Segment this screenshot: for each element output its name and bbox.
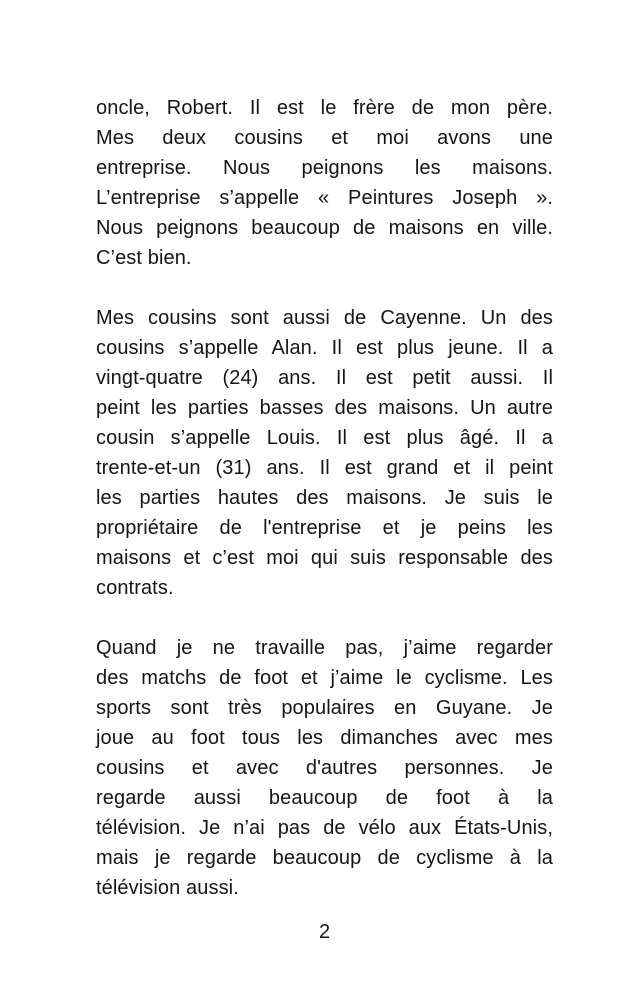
text-line: télévision. Je n’ai pas de vélo aux États-Unis, (96, 817, 553, 839)
text-line: mais je regarde beaucoup de cyclisme à la (96, 847, 553, 869)
text-line: cousins et avec d'autres personnes. Je (96, 757, 553, 779)
text-line: télévision aussi. (96, 877, 239, 899)
text-line: Mes cousins sont aussi de Cayenne. Un des (96, 307, 553, 329)
text-line: des matchs de foot et j’aime le cyclisme. Les (96, 667, 553, 689)
text-line: maisons et c’est moi qui suis responsable des (96, 547, 553, 569)
text-line: cousin s’appelle Louis. Il est plus âgé. Il a (96, 427, 553, 449)
text-line: peint les parties basses des maisons. Un autre (96, 397, 553, 419)
text-line: joue au foot tous les dimanches avec mes (96, 727, 553, 749)
page-number: 2 (318, 921, 331, 943)
text-line: L’entreprise s’appelle « Peintures Joseph ». (96, 187, 553, 209)
text-line: contrats. (96, 577, 174, 599)
text-line: Nous peignons beaucoup de maisons en ville. (96, 217, 553, 239)
paragraph (96, 303, 553, 603)
text-line: entreprise. Nous peignons les maisons. (96, 157, 553, 179)
text-line: les parties hautes des maisons. Je suis le (96, 487, 553, 509)
text-line: Quand je ne travaille pas, j’aime regarder (96, 637, 553, 659)
text-line: Mes deux cousins et moi avons une (96, 127, 553, 149)
paragraph (96, 633, 553, 903)
text-line: cousins s’appelle Alan. Il est plus jeune. Il a (96, 337, 553, 359)
page-text-block (96, 93, 553, 903)
text-line: oncle, Robert. Il est le frère de mon père. (96, 97, 553, 119)
text-line: regarde aussi beaucoup de foot à la (96, 787, 553, 809)
text-line: vingt-quatre (24) ans. Il est petit aussi. Il (96, 367, 553, 389)
text-line: propriétaire de l'entreprise et je peins les (96, 517, 553, 539)
text-line: trente-et-un (31) ans. Il est grand et il peint (96, 457, 553, 479)
text-line: C’est bien. (96, 247, 192, 269)
text-line: sports sont très populaires en Guyane. Je (96, 697, 553, 719)
paragraph (96, 93, 553, 273)
